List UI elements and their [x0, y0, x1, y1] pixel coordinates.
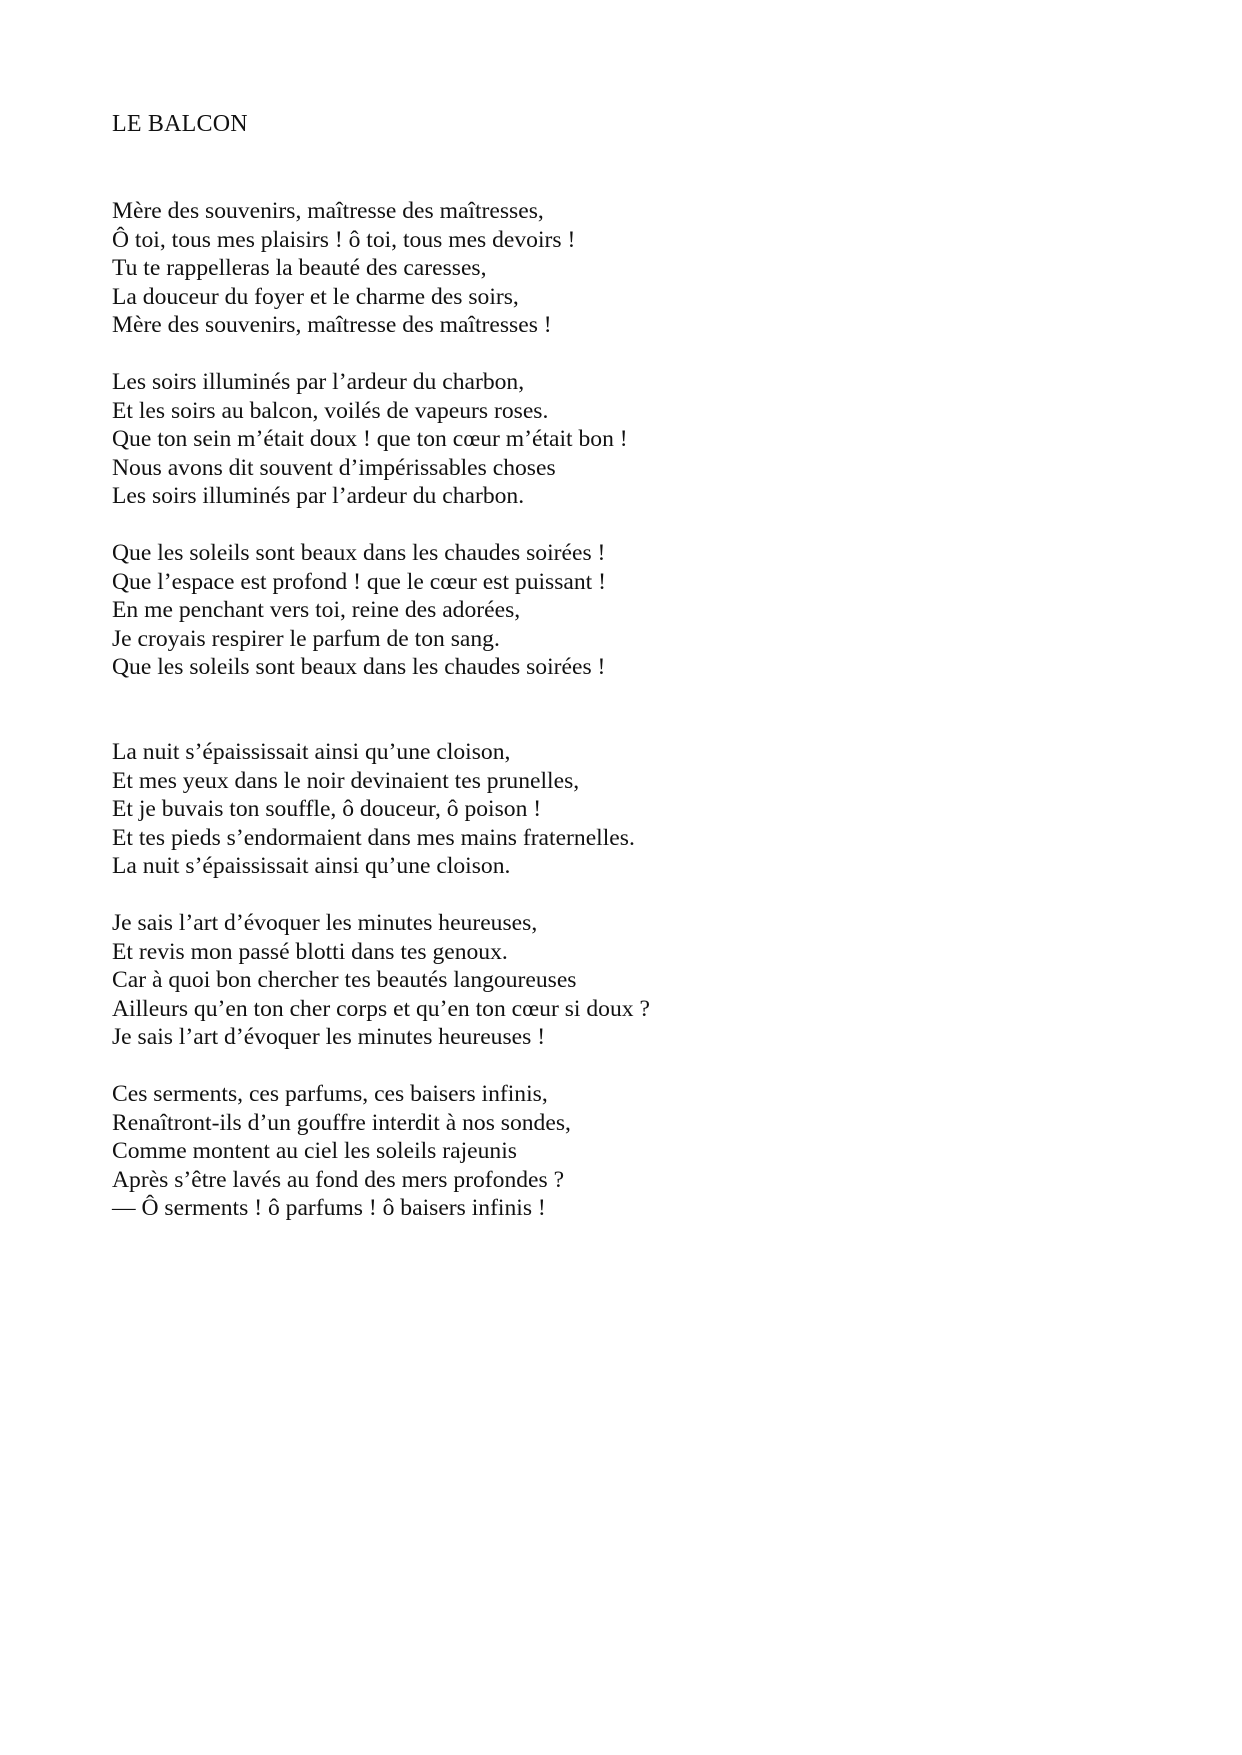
poem-line: Ces serments, ces parfums, ces baisers infinis, [112, 1081, 548, 1107]
poem-line: Que ton sein m’était doux ! que ton cœur m’était bon ! [112, 426, 628, 453]
stanza-2 [112, 368, 628, 511]
stanza-6 [112, 1080, 571, 1223]
stanza-5 [112, 909, 650, 1052]
poem-line: Je croyais respirer le parfum de ton sang. [112, 625, 500, 652]
poem-line: Nous avons dit souvent d’impérissables choses [112, 454, 556, 481]
poem-line: Et revis mon passé blotti dans tes genoux. [112, 938, 508, 965]
poem-line: Après s’être lavés au fond des mers profondes ? [112, 1166, 565, 1193]
poem-line: Je sais l’art d’évoquer les minutes heureuses, [112, 910, 538, 936]
stanza-3 [112, 539, 606, 682]
poem-line: Ô toi, tous mes plaisirs ! ô toi, tous mes devoirs ! [112, 226, 576, 253]
poem-line: Mère des souvenirs, maîtresse des maîtresses ! [112, 312, 552, 339]
stanza-1 [112, 197, 575, 340]
poem-line: La nuit s’épaississait ainsi qu’une cloison, [112, 739, 511, 765]
poem-line: Que l’espace est profond ! que le cœur est puissant ! [112, 568, 606, 595]
poem-line: Car à quoi bon chercher tes beautés langoureuses [112, 967, 577, 994]
poem-line: Les soirs illuminés par l’ardeur du charbon. [112, 483, 525, 510]
poem-line: Que les soleils sont beaux dans les chaudes soirées ! [112, 540, 606, 566]
poem-line: En me penchant vers toi, reine des adorées, [112, 597, 521, 624]
poem-line: Comme montent au ciel les soleils rajeunis [112, 1138, 517, 1165]
poem-line: Tu te rappelleras la beauté des caresses, [112, 255, 487, 282]
poem-line: Et tes pieds s’endormaient dans mes mains fraternelles. [112, 824, 635, 851]
poem-line: Que les soleils sont beaux dans les chaudes soirées ! [112, 654, 606, 681]
poem-line: Et les soirs au balcon, voilés de vapeurs roses. [112, 397, 549, 424]
stanza-4 [112, 738, 635, 881]
poem-title: LE BALCON [112, 111, 248, 137]
poem-line: Ailleurs qu’en ton cher corps et qu’en ton cœur si doux ? [112, 995, 650, 1022]
poem-line: Et je buvais ton souffle, ô douceur, ô poison ! [112, 796, 542, 823]
poem-line: La nuit s’épaississait ainsi qu’une cloison. [112, 853, 511, 880]
poem-line: Mère des souvenirs, maîtresse des maîtresses, [112, 198, 544, 224]
poem-line: Renaîtront-ils d’un gouffre interdit à nos sondes, [112, 1109, 571, 1136]
poem-line: Je sais l’art d’évoquer les minutes heureuses ! [112, 1024, 546, 1051]
poem-line: La douceur du foyer et le charme des soirs, [112, 283, 519, 310]
poem-line: Les soirs illuminés par l’ardeur du charbon, [112, 369, 525, 395]
poem-line: — Ô serments ! ô parfums ! ô baisers infinis ! [112, 1195, 546, 1222]
poem-line: Et mes yeux dans le noir devinaient tes prunelles, [112, 767, 580, 794]
